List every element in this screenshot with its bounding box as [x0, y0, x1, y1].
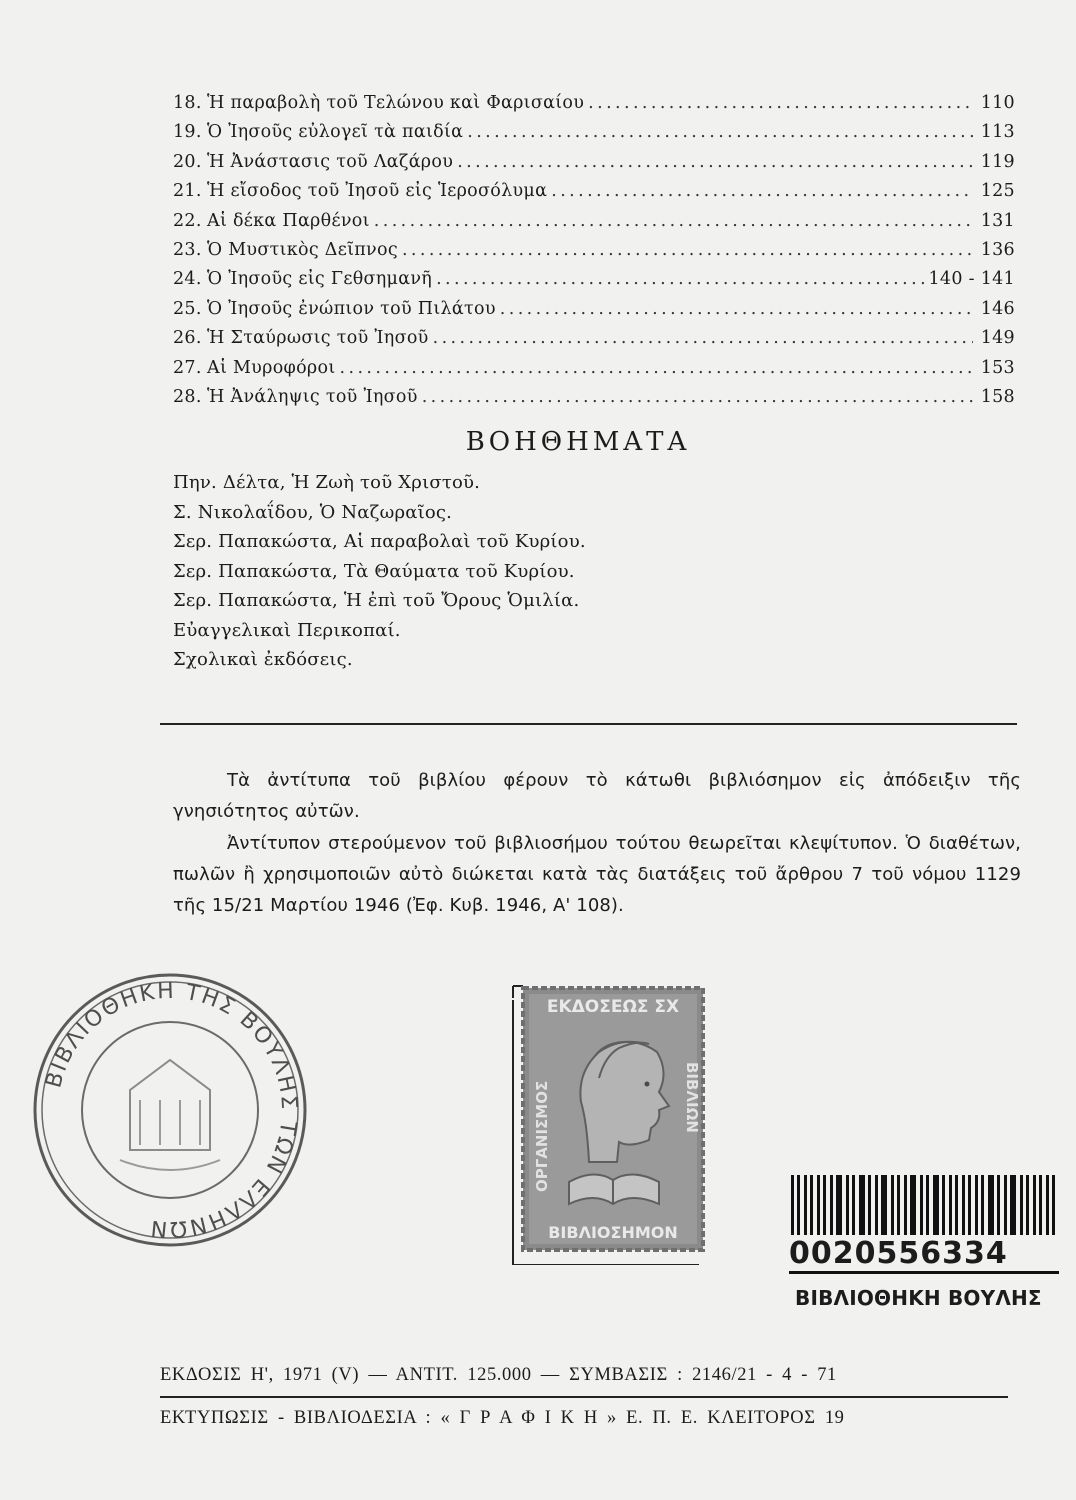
toc-title: Ὁ Ἰησοῦς ἐνώπιον τοῦ Πιλάτου — [207, 298, 496, 319]
toc-page-number: 149 — [980, 328, 1015, 349]
barcode-bar — [1033, 1175, 1036, 1235]
barcode-bar — [1026, 1175, 1029, 1235]
barcode-bar — [1046, 1175, 1049, 1235]
reference-item: Εὐαγγελικαὶ Περικοπαί. — [173, 619, 401, 641]
references-list — [173, 472, 586, 679]
toc-leader-dots — [340, 358, 973, 378]
toc-entry — [173, 152, 1015, 181]
toc-leader-dots — [374, 211, 973, 231]
toc-entry — [173, 93, 1015, 122]
reference-item: Σχολικαὶ ἐκδόσεις. — [173, 649, 353, 670]
barcode-bar — [904, 1175, 907, 1235]
toc-title: Ὁ Μυστικὸς Δεῖπνος — [207, 239, 398, 260]
reference-item: Σερ. Παπακώστα, Τὰ Θαύματα τοῦ Κυρίου. — [173, 560, 575, 582]
toc-leader-dots — [422, 387, 973, 407]
toc-leader-dots — [551, 181, 973, 201]
horizontal-divider — [160, 723, 1017, 725]
barcode-caption: ΒΙΒΛΙΟΘΗΚΗ ΒΟΥΛΗΣ — [795, 1286, 1042, 1310]
toc-title: Ἡ παραβολὴ τοῦ Τελώνου καὶ Φαρισαίου — [207, 93, 585, 113]
library-stamp — [20, 960, 320, 1260]
barcode-bar — [997, 1175, 1000, 1235]
toc-title: Αἱ Μυροφόροι — [207, 357, 336, 378]
toc-number: 19. — [173, 122, 202, 143]
toc-leader-dots — [402, 240, 973, 260]
barcode-bar — [1010, 1175, 1016, 1235]
barcode-bar — [926, 1175, 929, 1235]
toc-leader-dots — [457, 152, 973, 172]
toc-leader-dots — [436, 269, 924, 289]
toc-title: Ἡ Ἀνάληψις τοῦ Ἰησοῦ — [207, 386, 418, 407]
barcode-bar — [891, 1175, 894, 1235]
barcode-bar — [955, 1175, 958, 1235]
toc-title: Αἱ δέκα Παρθένοι — [207, 210, 370, 231]
barcode-bar — [830, 1175, 833, 1235]
toc-number: 28. — [173, 386, 202, 407]
barcode-bar — [804, 1175, 807, 1235]
barcode-bar — [846, 1175, 849, 1235]
toc-page-number: 136 — [980, 239, 1015, 260]
toc-page-number: 110 — [980, 93, 1015, 113]
toc-entry — [173, 387, 1015, 416]
barcode-bar — [836, 1175, 842, 1235]
barcode-bar — [949, 1175, 952, 1235]
toc-leader-dots — [467, 122, 973, 142]
svg-text:ΒΙΒΛΙΟΘΗΚΗ ΤΗΣ ΒΟΥΛΗΣ ΤΩΝ ΕΛΛΗ: ΒΙΒΛΙΟΘΗΚΗ ΤΗΣ ΒΟΥΛΗΣ ΤΩΝ ΕΛΛΗΝΩΝ — [41, 978, 302, 1242]
toc-number: 22. — [173, 210, 202, 231]
toc-number: 20. — [173, 151, 202, 172]
toc-leader-dots — [588, 93, 973, 113]
barcode-bar — [1004, 1175, 1007, 1235]
barcode-bar — [962, 1175, 965, 1235]
imprint-divider — [160, 1396, 1008, 1398]
toc-entry — [173, 358, 1015, 387]
barcode-bar — [797, 1175, 800, 1235]
barcode-bar — [920, 1175, 923, 1235]
svg-text:ΕΚΔΟΣΕΩΣ ΣΧ: ΕΚΔΟΣΕΩΣ ΣΧ — [546, 997, 680, 1017]
reference-item: Πην. Δέλτα, Ἡ Ζωὴ τοῦ Χριστοῦ. — [173, 472, 481, 493]
toc-number: 27. — [173, 357, 202, 378]
notice-paragraph: Ἀντίτυπον στερούμενον τοῦ βιβλιοσήμου τούτου θεωρεῖται κλεψίτυπον. Ὁ διαθέτων, πωλῶν ἢ χρησιμοποιῶν αὐτὸ διώκεται κατὰ τὰς διατάξεις τοῦ ἄρθρου 7 τοῦ νόμου 1129 τῆς 15/21 Μαρτίου 1946 (Ἐφ. Κυβ. 1946, Α' 108). — [173, 833, 1021, 916]
toc-page-number: 131 — [980, 210, 1015, 231]
barcode-bar — [897, 1175, 900, 1235]
svg-text:ΟΡΓΑΝΙΣΜΟΣ: ΟΡΓΑΝΙΣΜΟΣ — [533, 1080, 551, 1192]
barcode-bar — [942, 1175, 945, 1235]
barcode-bar — [859, 1175, 865, 1235]
svg-text:ΒΙΒΛΙΩΝ: ΒΙΒΛΙΩΝ — [683, 1062, 701, 1133]
toc-entry — [173, 181, 1015, 210]
barcode-bar — [817, 1175, 820, 1235]
barcode-bar — [988, 1175, 994, 1235]
toc-title: Ὁ Ἰησοῦς εὐλογεῖ τὰ παιδία — [207, 122, 464, 143]
barcode-bar — [933, 1175, 939, 1235]
toc-title: Ἡ Ἀνάστασις τοῦ Λαζάρου — [207, 151, 454, 172]
barcode-bar — [1020, 1175, 1023, 1235]
reference-item: Σ. Νικολαΐδου, Ὁ Ναζωραῖος. — [173, 501, 453, 523]
toc-title: Ὁ Ἰησοῦς εἰς Γεθσημανῆ — [207, 269, 433, 290]
toc-page-number: 119 — [980, 151, 1015, 172]
toc-page-number: 140 - 141 — [928, 269, 1015, 290]
barcode-bar — [1039, 1175, 1042, 1235]
table-of-contents — [173, 93, 1015, 416]
toc-page-number: 158 — [980, 386, 1015, 407]
barcode-bar — [810, 1175, 813, 1235]
toc-page-number: 146 — [980, 298, 1015, 319]
toc-entry — [173, 240, 1015, 269]
barcode-bar — [875, 1175, 878, 1235]
barcode-bar — [1052, 1175, 1055, 1235]
toc-number: 25. — [173, 298, 202, 319]
toc-title: Ἡ εἴσοδος τοῦ Ἰησοῦ εἰς Ἱεροσόλυμα — [207, 181, 548, 202]
barcode-bar — [823, 1175, 826, 1235]
bibliosimon-emblem — [509, 982, 711, 1265]
toc-entry — [173, 122, 1015, 151]
barcode-bar — [981, 1175, 984, 1235]
toc-page-number: 125 — [980, 181, 1015, 202]
toc-entry — [173, 328, 1015, 357]
printer-info: ΕΚΤΥΠΩΣΙΣ - ΒΙΒΛΙΟΔΕΣΙΑ : « Γ Ρ Α Φ Ι Κ Η » Ε. Π. Ε. ΚΛΕΙΤΟΡΟΣ 19 — [160, 1408, 845, 1428]
toc-number: 23. — [173, 239, 202, 260]
barcode-bar — [975, 1175, 978, 1235]
toc-leader-dots — [433, 328, 973, 348]
notice-paragraph: Τὰ ἀντίτυπα τοῦ βιβλίου φέρουν τὸ κάτωθι βιβλιόσημον εἰς ἀπόδειξιν τῆς γνησιότητος αὐτῶν. — [173, 770, 1021, 822]
toc-page-number: 153 — [980, 357, 1015, 378]
barcode-bar — [910, 1175, 916, 1235]
library-barcode — [783, 1175, 1068, 1310]
barcode-bar — [881, 1175, 887, 1235]
toc-number: 21. — [173, 181, 202, 202]
reference-item: Σερ. Παπακώστα, Ἡ ἐπὶ τοῦ Ὄρους Ὁμιλία. — [173, 590, 580, 611]
barcode-bar — [968, 1175, 971, 1235]
toc-entry — [173, 269, 1015, 298]
toc-number: 24. — [173, 269, 202, 290]
reference-item: Σερ. Παπακώστα, Αἱ παραβολαὶ τοῦ Κυρίου. — [173, 531, 586, 552]
barcode-bars — [791, 1175, 1068, 1235]
toc-entry — [173, 211, 1015, 240]
toc-entry — [173, 299, 1015, 328]
toc-number: 26. — [173, 328, 202, 349]
barcode-number: 0020556334 — [789, 1237, 1059, 1274]
toc-page-number: 113 — [980, 122, 1015, 143]
edition-info: ΕΚΔΟΣΙΣ Η', 1971 (V) — ΑΝΤΙΤ. 125.000 — ΣΥΜΒΑΣΙΣ : 2146/21 - 4 - 71 — [160, 1365, 837, 1385]
barcode-bar — [791, 1175, 794, 1235]
toc-number: 18. — [173, 93, 202, 113]
svg-text:ΒΙΒΛΙΟΣΗΜΟΝ: ΒΙΒΛΙΟΣΗΜΟΝ — [548, 1223, 678, 1242]
toc-title: Ἡ Σταύρωσις τοῦ Ἰησοῦ — [207, 328, 429, 349]
toc-leader-dots — [500, 299, 973, 319]
barcode-bar — [868, 1175, 871, 1235]
barcode-bar — [852, 1175, 855, 1235]
section-heading: ΒΟΗΘΗΜΑΤΑ — [465, 427, 691, 457]
authenticity-notice — [173, 765, 1021, 922]
